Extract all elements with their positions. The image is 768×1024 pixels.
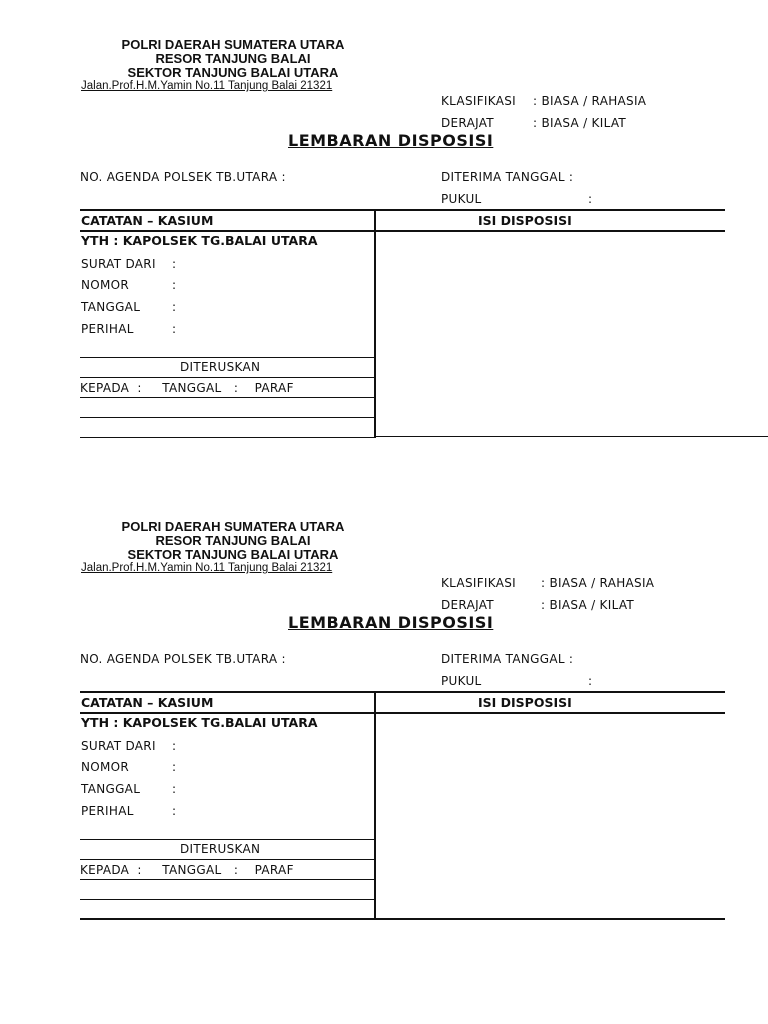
table-top-rule (80, 209, 725, 211)
surat-dari-label: SURAT DARI (81, 257, 156, 271)
entry-row-rule (80, 899, 375, 900)
table-header-rule (80, 712, 725, 714)
diteruskan-bottom-rule (80, 859, 375, 860)
tanggal-colon: : (172, 782, 177, 796)
agenda-label: NO. AGENDA POLSEK TB.UTARA : (80, 652, 286, 666)
header-address: Jalan.Prof.H.M.Yamin No.11 Tanjung Balai 21321 (81, 562, 333, 574)
sheet-title: LEMBARAN DISPOSISI (288, 613, 494, 632)
tanggal-label: TANGGAL (81, 300, 141, 314)
diteruskan-top-rule (80, 839, 375, 840)
diteruskan-label: DITERUSKAN (180, 360, 261, 374)
surat-dari-colon: : (172, 257, 177, 271)
header-line-1: POLRI DAERAH SUMATERA UTARA (121, 519, 345, 534)
surat-dari-label: SURAT DARI (81, 739, 156, 753)
pukul-colon: : (588, 674, 593, 688)
perihal-colon: : (172, 804, 177, 818)
nomor-label: NOMOR (81, 760, 130, 774)
pukul-label: PUKUL (441, 674, 482, 688)
table-column-divider (374, 691, 376, 920)
derajat-label: DERAJAT (441, 116, 494, 130)
catatan-header: CATATAN – KASIUM (81, 213, 214, 228)
entry-row-rule (80, 417, 375, 418)
tanggal-label: TANGGAL (81, 782, 141, 796)
diterima-label: DITERIMA TANGGAL : (441, 652, 574, 666)
nomor-colon: : (172, 760, 177, 774)
perihal-label: PERIHAL (81, 322, 134, 336)
diteruskan-top-rule (80, 357, 375, 358)
surat-dari-colon: : (172, 739, 177, 753)
nomor-colon: : (172, 278, 177, 292)
header-line-3: SEKTOR TANJUNG BALAI UTARA (127, 547, 339, 562)
perihal-colon: : (172, 322, 177, 336)
pukul-colon: : (588, 192, 593, 206)
pukul-label: PUKUL (441, 192, 482, 206)
table-column-divider (374, 209, 376, 438)
isi-disposisi-header: ISI DISPOSISI (478, 213, 572, 228)
right-bottom-rule (376, 436, 768, 437)
disposition-sheet-1 (0, 0, 768, 460)
disposition-sheet-2 (0, 482, 768, 942)
header-line-1: POLRI DAERAH SUMATERA UTARA (121, 37, 345, 52)
left-bottom-rule (80, 437, 375, 438)
klasifikasi-value: : BIASA / RAHASIA (533, 94, 647, 108)
tanggal-colon: : (172, 300, 177, 314)
sheet-title: LEMBARAN DISPOSISI (288, 131, 494, 150)
klasifikasi-value: : BIASA / RAHASIA (541, 576, 655, 590)
agenda-label: NO. AGENDA POLSEK TB.UTARA : (80, 170, 286, 184)
yth-line: YTH : KAPOLSEK TG.BALAI UTARA (81, 233, 318, 248)
kepada-row: KEPADA : TANGGAL : PARAF (80, 381, 294, 395)
catatan-header: CATATAN – KASIUM (81, 695, 214, 710)
header-address: Jalan.Prof.H.M.Yamin No.11 Tanjung Balai 21321 (81, 80, 333, 92)
kepada-bottom-rule (80, 879, 375, 880)
perihal-label: PERIHAL (81, 804, 134, 818)
diteruskan-label: DITERUSKAN (180, 842, 261, 856)
diteruskan-bottom-rule (80, 377, 375, 378)
table-bottom-rule (80, 918, 725, 920)
kepada-bottom-rule (80, 397, 375, 398)
table-header-rule (80, 230, 725, 232)
header-line-3: SEKTOR TANJUNG BALAI UTARA (127, 65, 339, 80)
isi-disposisi-header: ISI DISPOSISI (478, 695, 572, 710)
table-top-rule (80, 691, 725, 693)
header-line-2: RESOR TANJUNG BALAI (155, 533, 311, 548)
header-line-2: RESOR TANJUNG BALAI (155, 51, 311, 66)
diterima-label: DITERIMA TANGGAL : (441, 170, 574, 184)
derajat-label: DERAJAT (441, 598, 494, 612)
kepada-row: KEPADA : TANGGAL : PARAF (80, 863, 294, 877)
yth-line: YTH : KAPOLSEK TG.BALAI UTARA (81, 715, 318, 730)
klasifikasi-label: KLASIFIKASI (441, 94, 516, 108)
derajat-value: : BIASA / KILAT (533, 116, 627, 130)
klasifikasi-label: KLASIFIKASI (441, 576, 516, 590)
derajat-value: : BIASA / KILAT (541, 598, 635, 612)
nomor-label: NOMOR (81, 278, 130, 292)
